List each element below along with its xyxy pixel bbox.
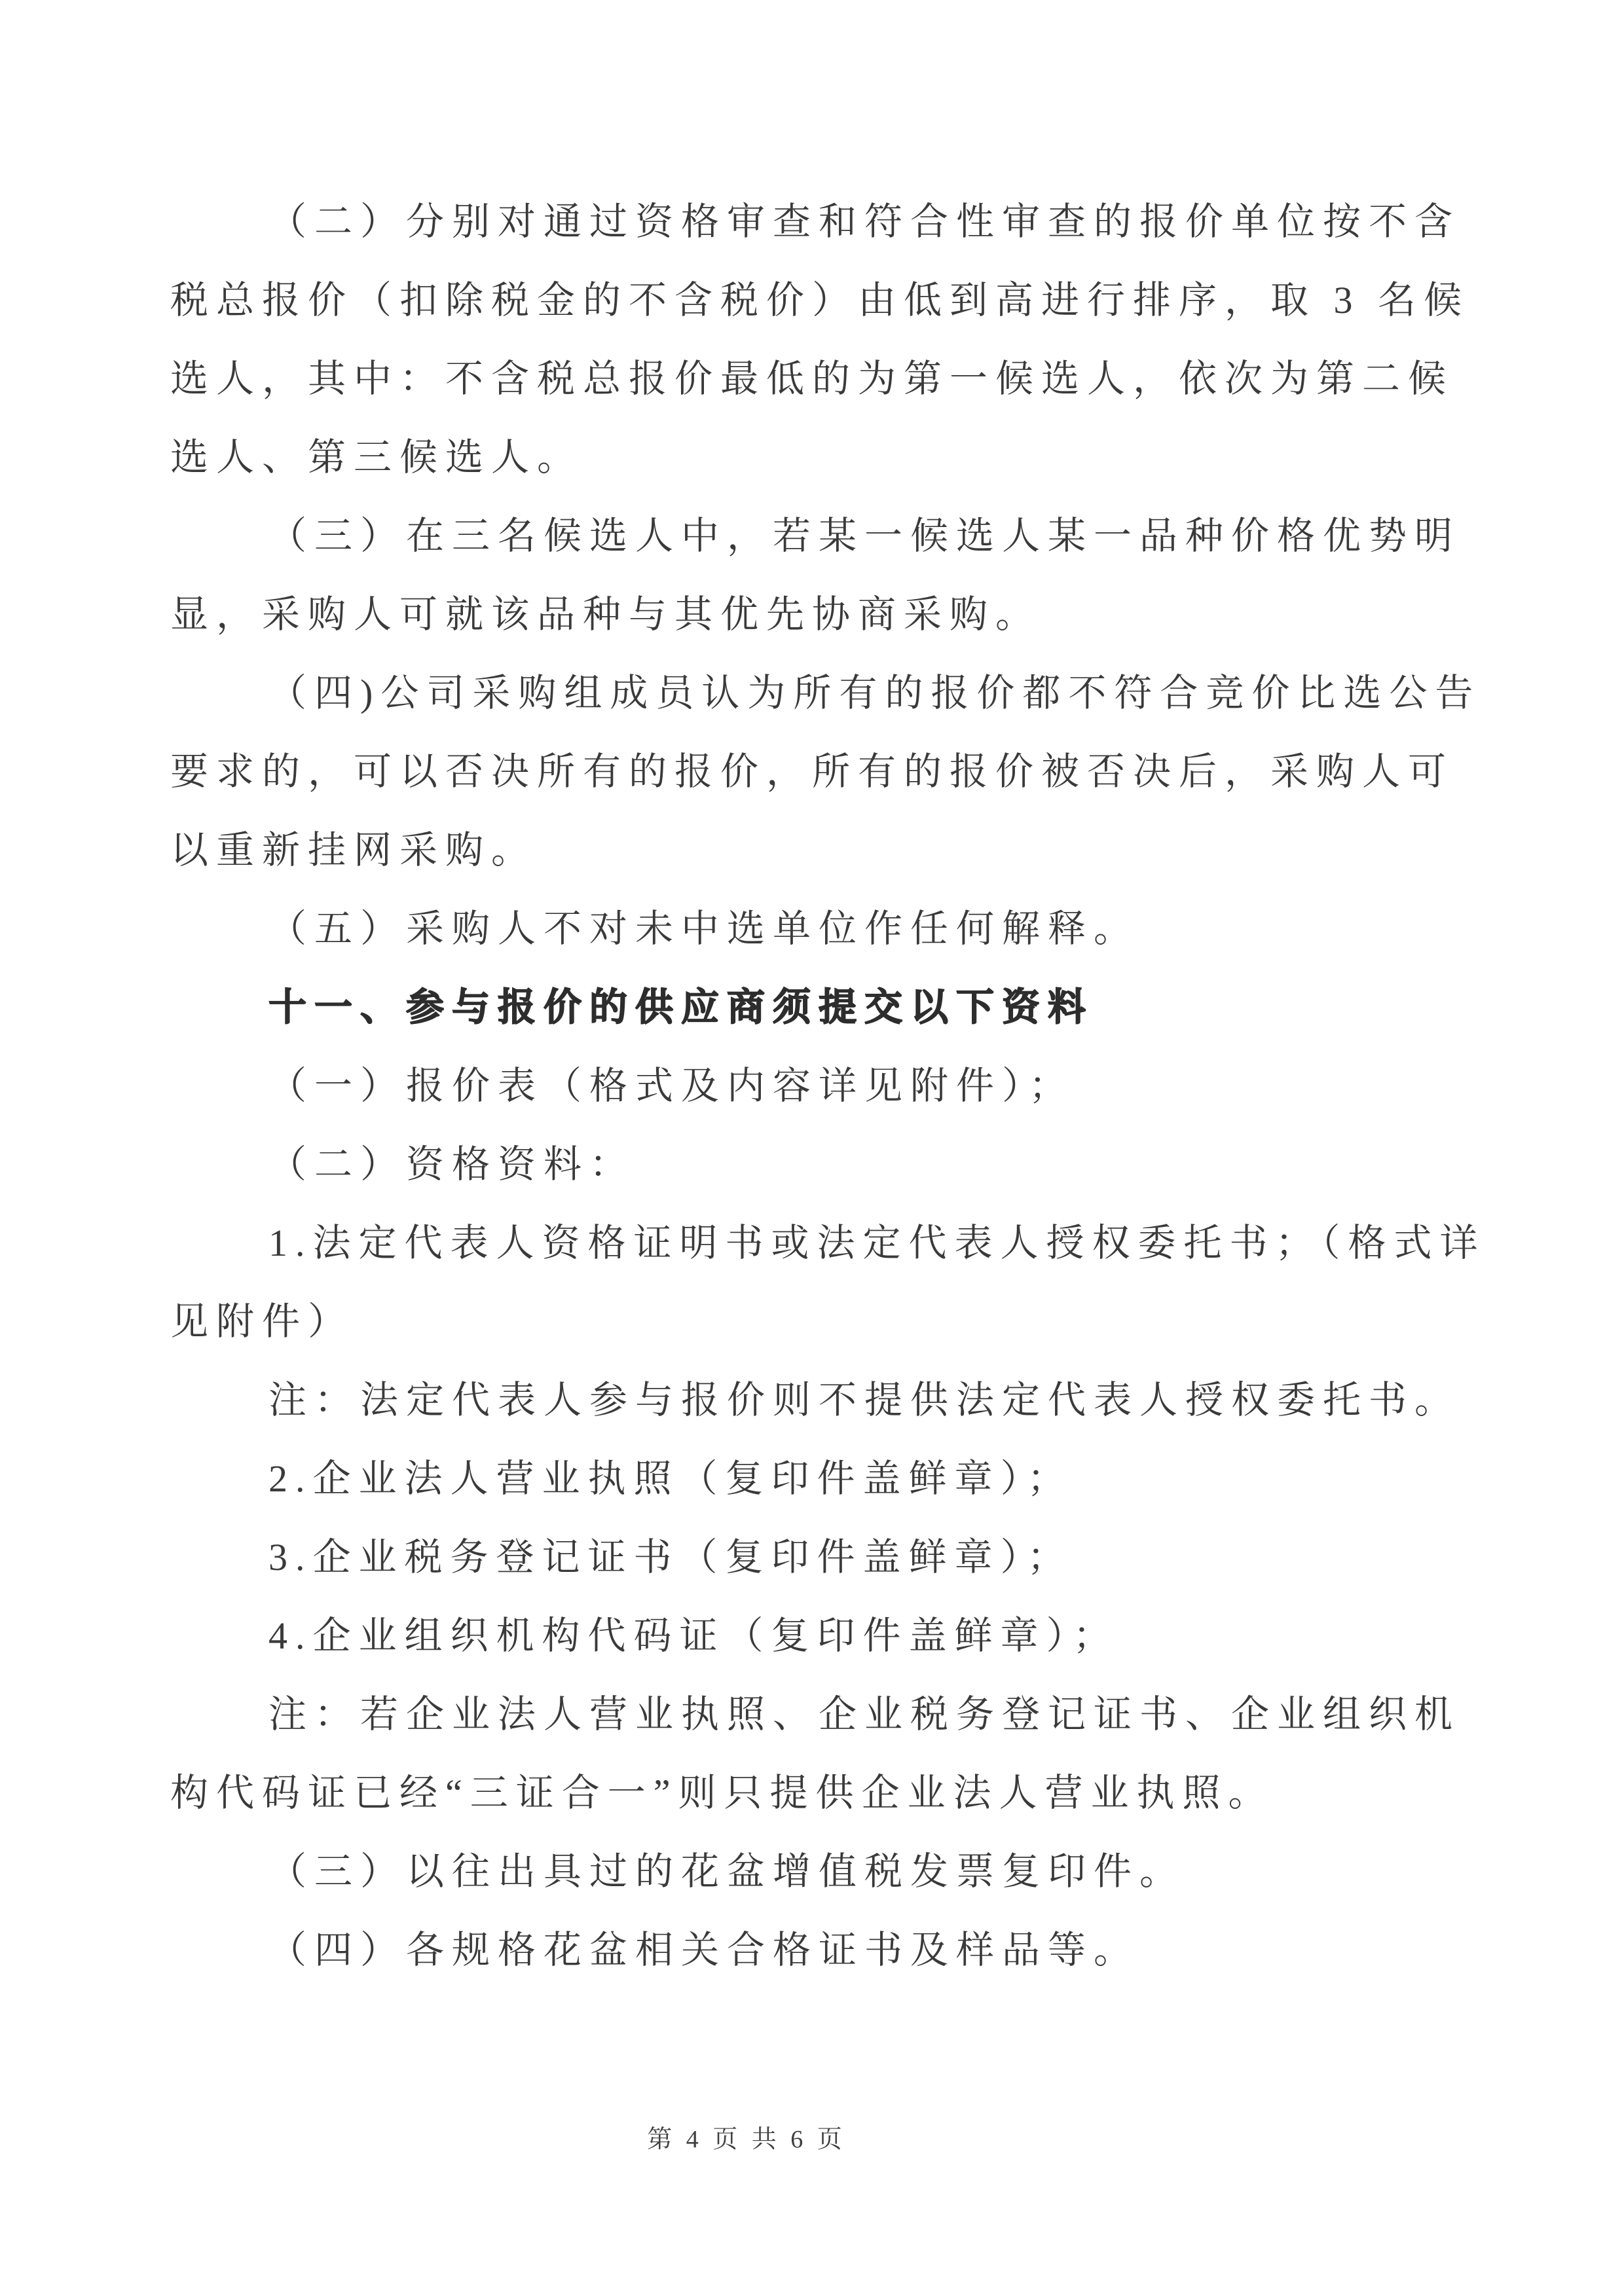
doc-line-2: 税总报价（扣除税金的不含税价）由低到高进行排序，取 3 名候 <box>170 279 1470 321</box>
doc-line-3: 选人，其中：不含税总报价最低的为第一候选人，依次为第二候 <box>170 357 1454 400</box>
doc-line-5: （三）在三名候选人中，若某一候选人某一品种价格优势明 <box>268 515 1461 557</box>
doc-line-6: 显，采购人可就该品种与其优先协商采购。 <box>170 593 1042 636</box>
document-body <box>170 183 1486 1990</box>
doc-line-23: （四）各规格花盆相关合格证书及样品等。 <box>268 1929 1140 1971</box>
doc-line-19: 4.企业组织机构代码证（复印件盖鲜章）； <box>268 1614 1119 1657</box>
doc-line-18: 3.企业税务登记证书（复印件盖鲜章）； <box>268 1536 1073 1578</box>
doc-line-22: （三）以往出具过的花盆增值税发票复印件。 <box>268 1850 1186 1893</box>
doc-line-21: 构代码证已经“三证合一”则只提供企业法人营业执照。 <box>170 1772 1274 1814</box>
doc-line-8: 要求的，可以否决所有的报价，所有的报价被否决后，采购人可 <box>170 750 1454 793</box>
page-footer: 第 4 页 共 6 页 <box>647 2126 846 2153</box>
doc-line-10: （五）采购人不对未中选单位作任何解释。 <box>268 907 1140 950</box>
doc-line-15: 见附件） <box>170 1300 354 1343</box>
doc-line-12: （一）报价表（格式及内容详见附件）； <box>268 1065 1075 1107</box>
doc-line-20: 注：若企业法人营业执照、企业税务登记证书、企业组织机 <box>268 1693 1461 1736</box>
doc-line-16: 注：法定代表人参与报价则不提供法定代表人授权委托书。 <box>268 1379 1461 1421</box>
doc-line-4: 选人、第三候选人。 <box>170 436 583 479</box>
doc-line-14: 1.法定代表人资格证明书或法定代表人授权委托书；（格式详 <box>268 1222 1486 1264</box>
doc-line-7: （四)公司采购组成员认为所有的报价都不符合竞价比选公告 <box>268 672 1481 714</box>
doc-line-1: （二）分别对通过资格审查和符合性审查的报价单位按不含 <box>268 200 1461 243</box>
doc-line-9: 以重新挂网采购。 <box>170 829 538 871</box>
doc-line-17: 2.企业法人营业执照（复印件盖鲜章）； <box>268 1457 1073 1500</box>
section-heading: 十一、参与报价的供应商须提交以下资料 <box>268 986 1094 1029</box>
doc-line-13: （二）资格资料： <box>268 1143 636 1186</box>
